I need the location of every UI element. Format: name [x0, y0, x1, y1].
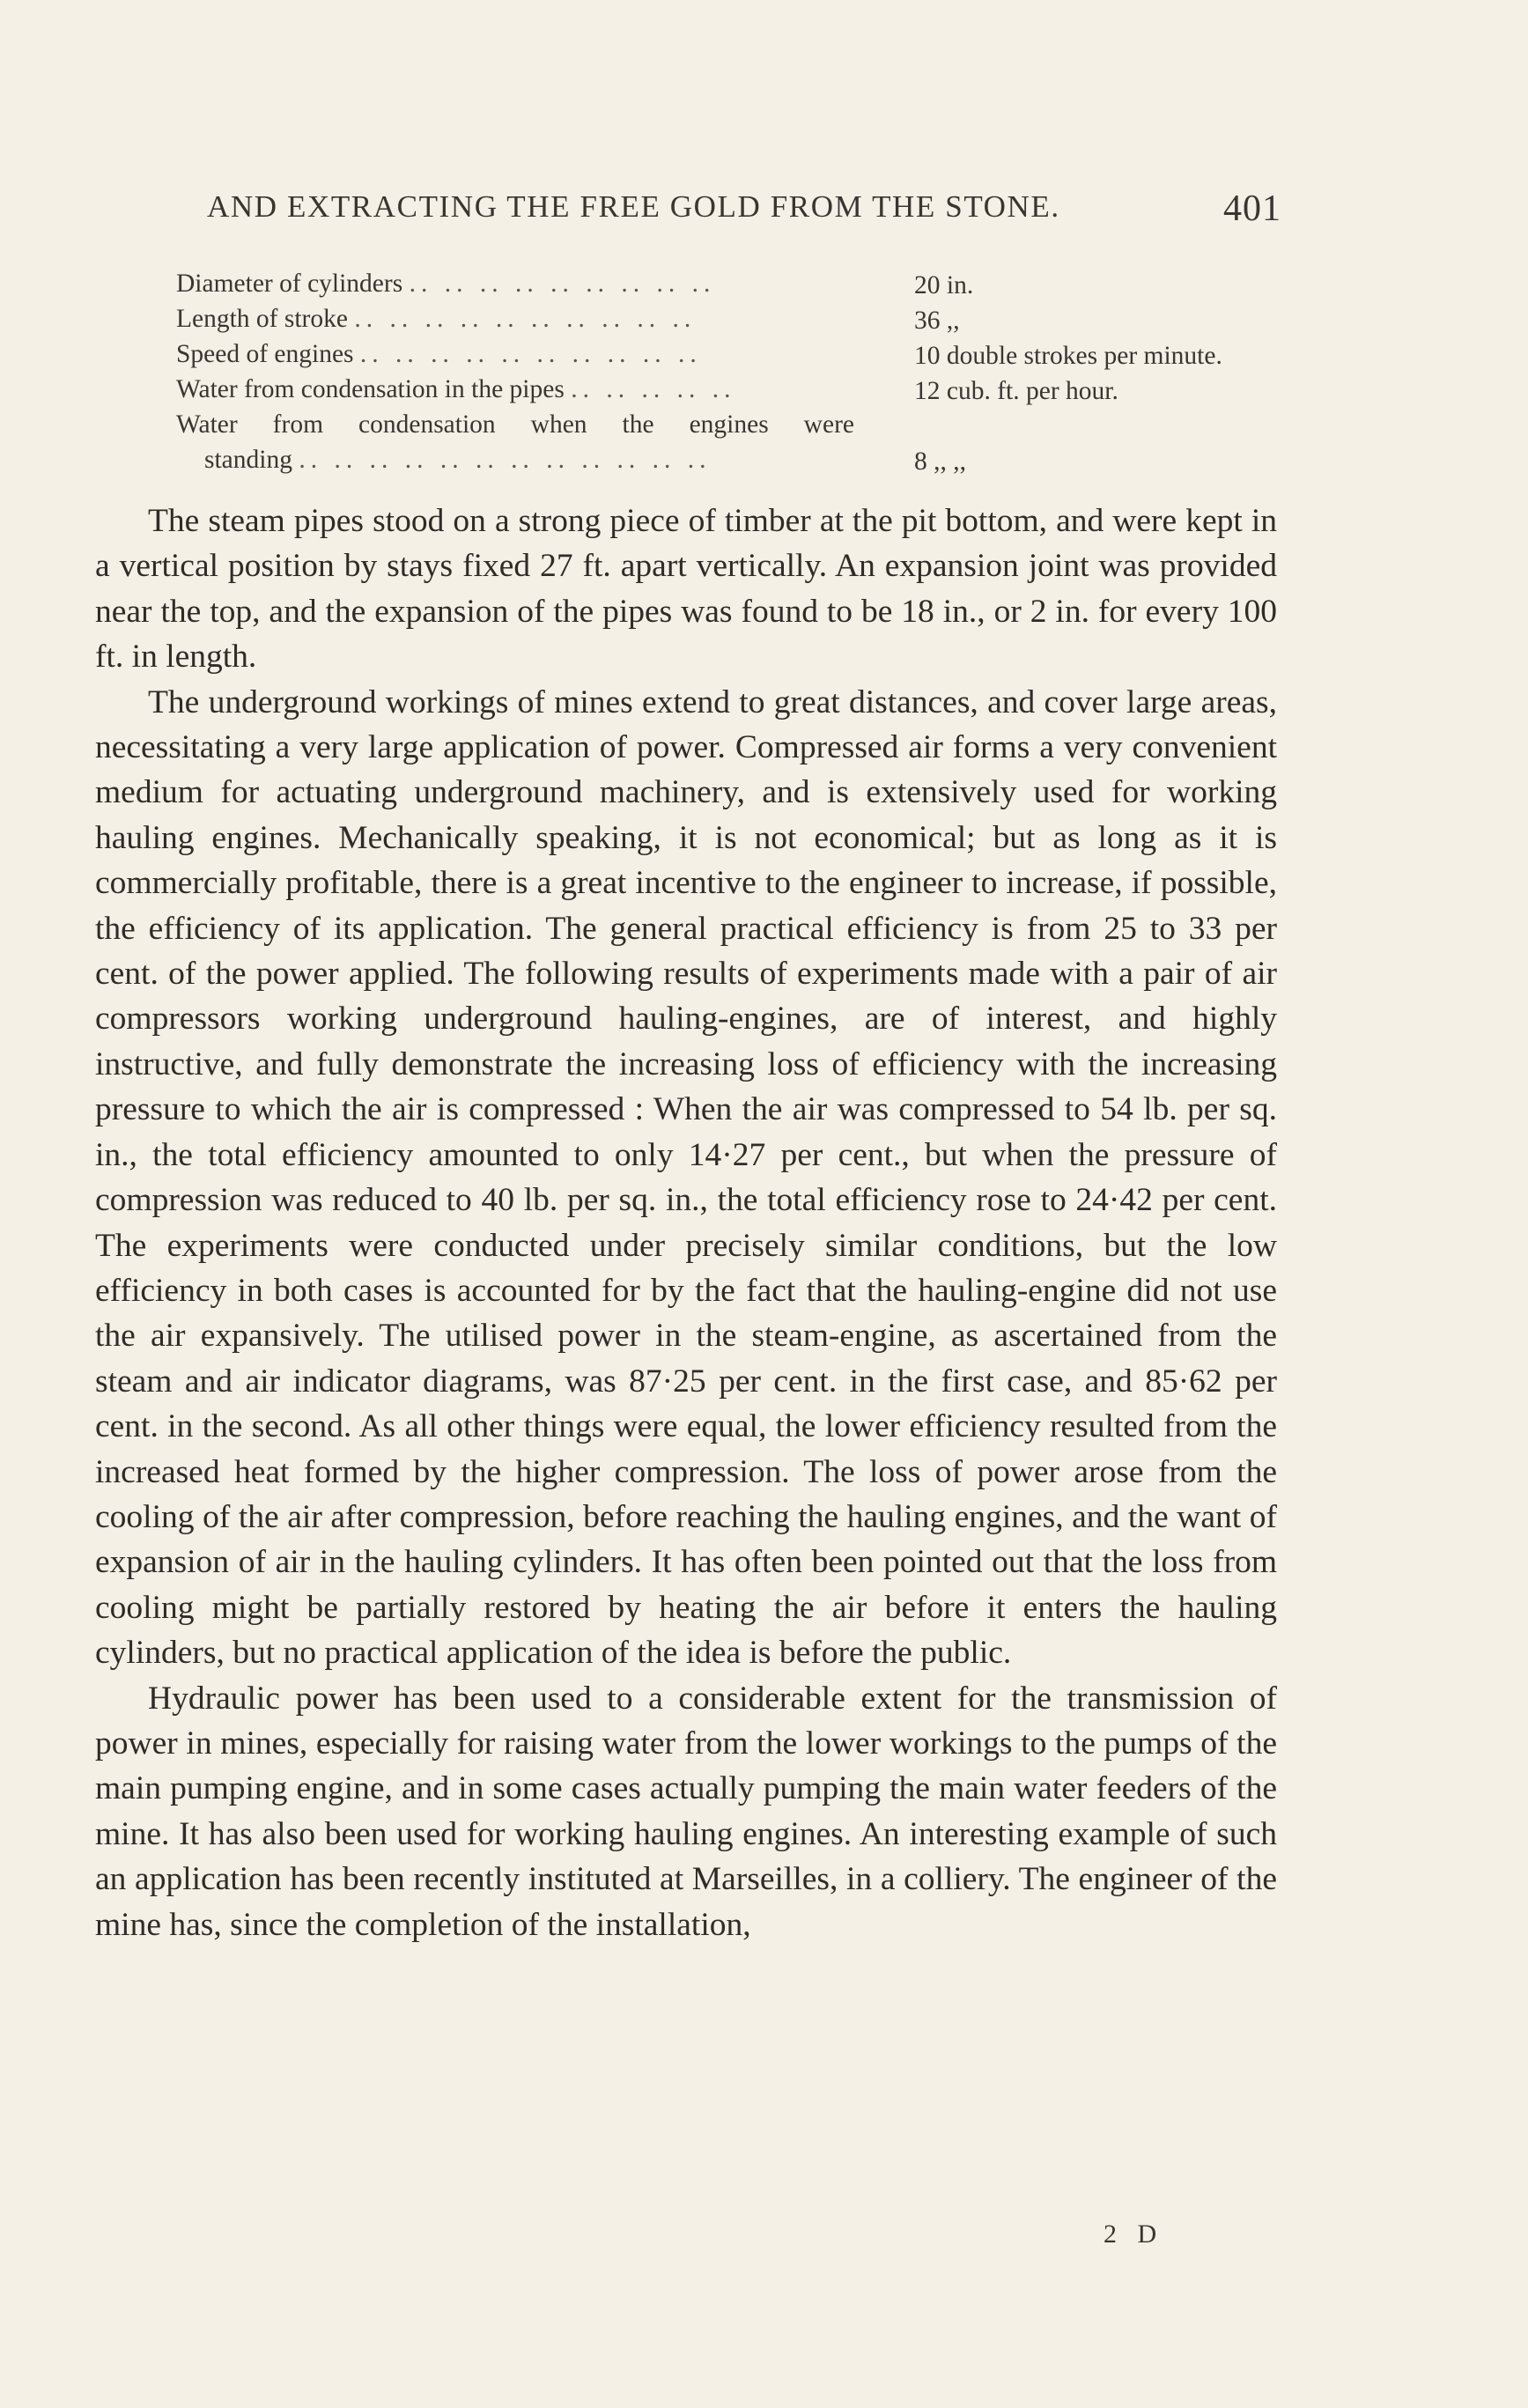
spec-value: 12 cub. ft. per hour.: [914, 377, 1118, 405]
spec-value: 10 double strokes per minute.: [914, 342, 1222, 370]
paragraph-hydraulic-power: Hydraulic power has been used to a considerable extent for the transmission of power in mines, especially for raising water from the lower workings to the pumps of the main pumping engine, and in some cases actually pumping the main water feeders of the mine. It has also been used for working hauling engines. An interesting example of such an application has been recently instituted at Marseilles, in a colliery. The engineer of the mine has, since the completion of the installation,: [95, 1680, 1277, 1943]
spec-label: Water from condensation when the engines were: [176, 410, 854, 439]
spec-row: [176, 270, 1303, 305]
spec-value: 36 ,,: [914, 307, 960, 335]
spec-row: [176, 340, 1303, 375]
dot-leader: .. .. .. .. .. .. .. .. .. .. .. ..: [299, 446, 712, 474]
spec-label: Water from condensation in the pipes: [176, 375, 565, 403]
spec-label: standing: [204, 446, 292, 474]
spec-label: Diameter of cylinders: [176, 270, 403, 298]
dot-leader: .. .. .. .. ..: [571, 375, 736, 403]
dot-leader: .. .. .. .. .. .. .. .. .. ..: [354, 305, 697, 333]
dot-leader: .. .. .. .. .. .. .. .. ..: [409, 270, 716, 298]
body-text: [95, 499, 1277, 1947]
spec-row: [176, 446, 1303, 481]
page-number: 401: [1223, 188, 1281, 229]
spec-label: Speed of engines: [176, 340, 354, 368]
paragraph-compressed-air: The underground workings of mines extend to great distances, and cover large areas, necessitating a very large application of power. Compressed air forms a very convenient medium for actuating underground machinery, and is extensively used for working hauling engines. Mechanically speaking, it is not economical; but as long as it is commercially profitable, there is a great incentive to the engineer to increase, if possible, the efficiency of its application. The general practical efficiency is from 25 to 33 per cent. of the power applied. The following results of experiments made with a pair of air compressors working underground hauling-engines, are of interest, and highly instructive, and fully demonstrate the increasing loss of efficiency with the increasing pressure to which the air is compressed : When the air was compressed to 54 lb. per sq. in., the total efficiency amounted to only 14·27 per cent., but when the pressure of compression was reduced to 40 lb. per sq. in., the total efficiency rose to 24·42 per cent. The experiments were conducted under precisely similar conditions, but the low efficiency in both cases is accounted for by the fact that the hauling-engine did not use the air expansively. The utilised power in the steam-engine, as ascertained from the steam and air indicator diagrams, was 87·25 per cent. in the first case, and 85·62 per cent. in the second. As all other things were equal, the lower efficiency resulted from the increased heat formed by the higher compression. The loss of power arose from the cooling of the air after compression, before reaching the hauling engines, and the want of expansion of air in the hauling cylinders. It has often been pointed out that the loss from cooling might be partially restored by heating the air before it enters the hauling cylinders, but no practical application of the idea is before the public.: [95, 683, 1277, 1672]
spec-value: 20 in.: [914, 271, 974, 299]
spec-value: 8 ,, ,,: [914, 447, 966, 476]
spec-row: [176, 305, 1303, 340]
dot-leader: .. .. .. .. .. .. .. .. .. ..: [359, 340, 702, 368]
spec-label: Length of stroke: [176, 305, 348, 333]
spec-row: [176, 410, 1303, 446]
engine-spec-table: [176, 270, 1303, 481]
running-title: AND EXTRACTING THE FREE GOLD FROM THE STONE.: [207, 189, 1060, 224]
paragraph-steam-pipes: The steam pipes stood on a strong piece of timber at the pit bottom, and were kept in a vertical position by stays fixed 27 ft. apart vertically. An expansion joint was provided near the top, and the expansion of the pipes was found to be 18 in., or 2 in. for every 100 ft. in length.: [95, 503, 1277, 676]
signature-mark: 2 D: [1104, 2220, 1164, 2249]
spec-row: [176, 375, 1303, 410]
